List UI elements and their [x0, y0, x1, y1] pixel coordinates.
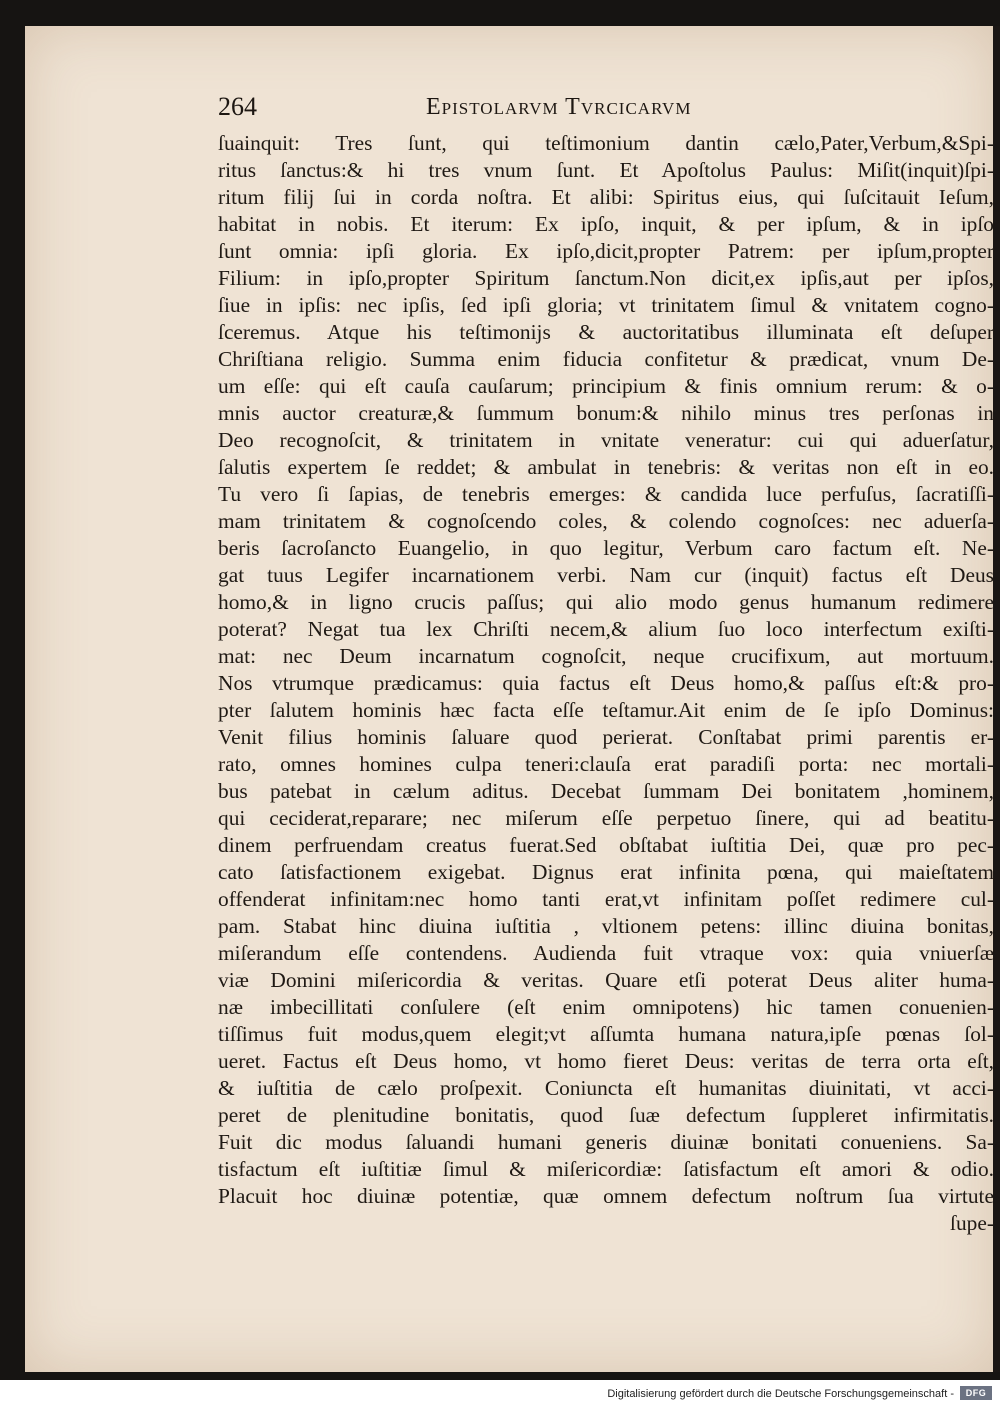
text-line: tiſſimus fuit modus,quem elegit;vt aſſumta humana natura,ipſe pœnas ſol-	[218, 1022, 994, 1046]
text-line: rato, omnes homines culpa teneri:clauſa erat paradiſi porta: nec mortali-	[218, 752, 994, 776]
text-line: cato ſatisfactionem exigebat. Dignus erat infinita pœna, qui maieſtatem	[218, 860, 994, 884]
text-line: Chriſtiana religio. Summa enim fiducia confitetur & prædicat, vnum De-	[218, 347, 994, 371]
text-line: ſiue in ipſis: nec ipſis, ſed ipſi gloria; vt trinitatem ſimul & vnitatem cogno-	[218, 293, 994, 317]
text-line: um eſſe: qui eſt cauſa cauſarum; principium & finis omnium rerum: & o-	[218, 374, 994, 398]
text-line: gat tuus Legifer incarnationem verbi. Nam cur (inquit) factus eſt Deus	[218, 563, 994, 587]
text-line: ueret. Factus eſt Deus homo, vt homo fieret Deus: veritas de terra orta eſt,	[218, 1049, 994, 1073]
text-line: Tu vero ſi ſapias, de tenebris emerges: & candida luce perfuſus, ſacratiſſi-	[218, 482, 994, 506]
dfg-logo: DFG	[960, 1386, 992, 1400]
text-line: næ imbecillitati conſulere (eſt enim omnipotens) hic tamen conuenien-	[218, 995, 994, 1019]
page-header	[218, 92, 998, 128]
text-line: habitat in nobis. Et iterum: Ex ipſo, inquit, & per ipſum, & in ipſo	[218, 212, 994, 236]
text-line: ritus ſanctus:& hi tres vnum ſunt. Et Apoſtolus Paulus: Miſit(inquit)ſpi-	[218, 158, 994, 182]
text-line: ſuainquit: Tres ſunt, qui teſtimonium dantin cælo,Pater,Verbum,&Spi-	[218, 131, 994, 155]
text-line: Deo recognoſcit, & trinitatem in vnitate veneratur: cui qui aduerſatur,	[218, 428, 994, 452]
text-line: Nos vtrumque prædicamus: quia factus eſt Deus homo,& paſſus eſt:& pro-	[218, 671, 994, 695]
text-line: ſunt omnia: ipſi gloria. Ex ipſo,dicit,propter Patrem: per ipſum,propter	[218, 239, 994, 263]
text-line: Placuit hoc diuinæ potentiæ, quæ omnem defectum noſtrum ſua virtute	[218, 1184, 994, 1208]
funding-credit: Digitalisierung gefördert durch die Deutsche Forschungsgemeinschaft -	[607, 1388, 954, 1400]
text-line: tisfactum eſt iuſtitiæ ſimul & miſericordiæ: ſatisfactum eſt amori & odio.	[218, 1157, 994, 1181]
text-line: ritum filij ſui in corda noſtra. Et alibi: Spiritus eius, qui ſuſcitauit Ieſum,	[218, 185, 994, 209]
running-head: Epistolarvm Tvrcicarvm	[426, 94, 692, 120]
page-number: 264	[218, 92, 257, 121]
page-gutter	[993, 26, 1000, 1372]
text-line: qui ceciderat,reparare; nec miſerum eſſe perpetuo ſinere, qui ad beatitu-	[218, 806, 994, 830]
text-line: Venit filius hominis ſaluare quod perierat. Conſtabat primi parentis er-	[218, 725, 994, 749]
text-line: dinem perfruendam creatus fuerat.Sed obſtabat iuſtitia Dei, quæ pro pec-	[218, 833, 994, 857]
text-line: homo,& in ligno crucis paſſus; qui alio modo genus humanum redimere	[218, 590, 994, 614]
text-line: Fuit dic modus ſaluandi humani generis diuinæ bonitati conueniens. Sa-	[218, 1130, 994, 1154]
text-line: pter ſalutem hominis hæc facta eſſe teſtamur.Ait enim de ſe ipſo Dominus:	[218, 698, 994, 722]
text-line: mat: nec Deum incarnatum cognoſcit, neque crucifixum, aut mortuum.	[218, 644, 994, 668]
text-line: peret de plenitudine bonitatis, quod ſuæ defectum ſuppleret infirmitatis.	[218, 1103, 994, 1127]
text-line: beris ſacroſancto Euangelio, in quo legitur, Verbum caro factum eſt. Ne-	[218, 536, 994, 560]
body-text	[218, 130, 994, 1237]
text-line: bus patebat in cælum aditus. Decebat ſummam Dei bonitatem ,hominem,	[218, 779, 994, 803]
text-line: poterat? Negat tua lex Chriſti necem,& alium ſuo loco interfectum exiſti-	[218, 617, 994, 641]
text-line: & iuſtitia de cælo proſpexit. Coniuncta eſt humanitas diuinitati, vt acci-	[218, 1076, 994, 1100]
text-line: mam trinitatem & cognoſcendo coles, & colendo cognoſces: nec aduerſa-	[218, 509, 994, 533]
text-line: miſerandum eſſe contendens. Audienda fuit vtraque vox: quia vniuerſæ	[218, 941, 994, 965]
text-line: Filium: in ipſo,propter Spiritum ſanctum.Non dicit,ex ipſis,aut per ipſos,	[218, 266, 994, 290]
text-line: offenderat infinitam:nec homo tanti erat,vt infinitam poſſet redimere cul-	[218, 887, 994, 911]
text-line: mnis auctor creaturæ,& ſummum bonum:& nihilo minus tres perſonas in	[218, 401, 994, 425]
text-line: ſalutis expertem ſe reddet; & ambulat in tenebris: & veritas non eſt in eo.	[218, 455, 994, 479]
text-line: ſceremus. Atque his teſtimonijs & auctoritatibus illuminata eſt deſuper	[218, 320, 994, 344]
text-line: pam. Stabat hinc diuina iuſtitia , vltionem petens: illinc diuina bonitas,	[218, 914, 994, 938]
text-line: ſupe-	[950, 1211, 994, 1235]
digitization-footer	[0, 1380, 1000, 1408]
text-line: viæ Domini miſericordia & veritas. Quare etſi poterat Deus aliter huma-	[218, 968, 994, 992]
